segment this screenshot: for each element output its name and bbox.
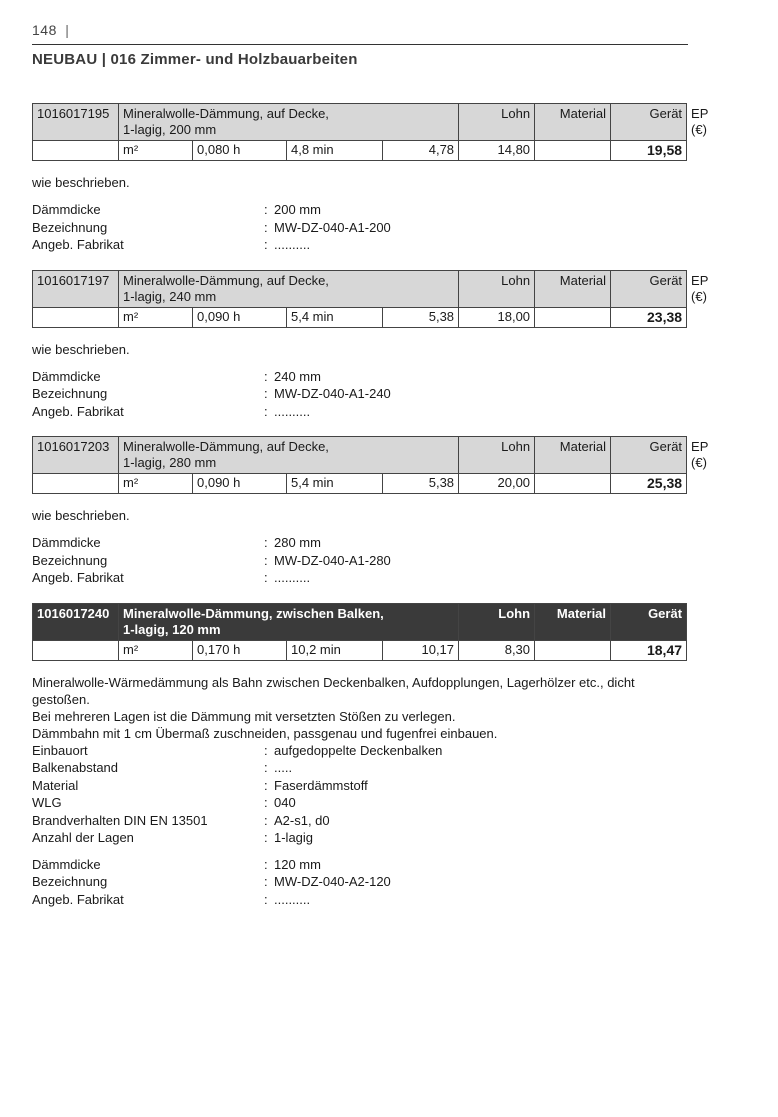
minutes: 4,8 min [287, 141, 383, 161]
spec-row: Dämmdicke : 240 mm [32, 368, 321, 384]
ep-value: 25,38 [611, 474, 687, 494]
spec-list [32, 201, 688, 254]
ep-value: 23,38 [611, 307, 687, 327]
material-value: 18,00 [459, 307, 535, 327]
material-value: 14,80 [459, 141, 535, 161]
page-header [32, 22, 688, 68]
spec-row: Dämmdicke : 280 mm [32, 535, 321, 550]
col-geraet: Gerät [611, 437, 687, 474]
geraet-value [535, 141, 611, 161]
position-code: 1016017203 [33, 437, 119, 474]
description-line: Dämmbahn mit 1 cm Übermaß zuschneiden, passgenau und fugenfrei einbauen. [32, 725, 498, 741]
position-block [32, 270, 709, 421]
empty-cell [33, 307, 119, 327]
hours: 0,090 h [193, 307, 287, 327]
spec-row: Material : Faserdämmstoff [32, 777, 368, 793]
position-code: 1016017240 [33, 603, 119, 640]
position-values-row [33, 474, 687, 494]
empty-cell [33, 141, 119, 161]
spec-row: Angeb. Fabrikat : .......... [32, 237, 311, 252]
position-values-row [33, 141, 687, 161]
col-lohn: Lohn [459, 104, 535, 141]
col-material: Material [535, 437, 611, 474]
position-description: wie beschrieben. [32, 508, 130, 523]
position-header-row: 1016017203 Mineralwolle-Dämmung, auf Decke, 1-lagig, 280 mm Lohn Material Gerät EP (€) [33, 437, 687, 474]
spec-row: Angeb. Fabrikat : .......... [32, 891, 311, 907]
position-description: wie beschrieben. [32, 341, 130, 357]
position-block [32, 436, 709, 587]
positions-content [32, 103, 709, 924]
unit: m² [119, 307, 193, 327]
spec-row: Bezeichnung : MW-DZ-040-A1-240 [32, 386, 391, 401]
spec-row: Einbauort : aufgedoppelte Deckenbalken [32, 742, 443, 758]
geraet-value [535, 307, 611, 327]
position-header-row: 1016017240 Mineralwolle-Dämmung, zwischen Balken, 1-lagig, 120 mm Lohn Material Gerät EP (€) [33, 603, 687, 640]
page-number: 148 | [32, 22, 70, 38]
lohn-value: 4,78 [383, 141, 459, 161]
spec-list [32, 742, 688, 909]
ep-value: 18,47 [611, 640, 687, 660]
header-rule [32, 44, 688, 45]
minutes: 5,4 min [287, 307, 383, 327]
position-title: Mineralwolle-Dämmung, auf Decke, 1-lagig, 280 mm [119, 437, 459, 474]
minutes: 5,4 min [287, 474, 383, 494]
ep-value: 19,58 [611, 141, 687, 161]
material-value: 8,30 [459, 640, 535, 660]
col-material: Material [535, 270, 611, 307]
lohn-value: 5,38 [383, 474, 459, 494]
position-title: Mineralwolle-Dämmung, auf Decke, 1-lagig, 240 mm [119, 270, 459, 307]
spec-row: Bezeichnung : MW-DZ-040-A2-120 [32, 874, 391, 889]
empty-cell [33, 640, 119, 660]
spec-row: Balkenabstand : ..... [32, 760, 293, 775]
hours: 0,170 h [193, 640, 287, 660]
position-block-highlighted [32, 603, 709, 909]
position-values-row [33, 640, 687, 660]
position-table [32, 436, 709, 494]
spec-row: Dämmdicke : 200 mm [32, 202, 321, 217]
spec-row: Bezeichnung : MW-DZ-040-A1-200 [32, 219, 391, 235]
col-lohn: Lohn [459, 270, 535, 307]
unit: m² [119, 474, 193, 494]
position-table [32, 270, 709, 328]
spec-row: Brandverhalten DIN EN 13501 : A2-s1, d0 [32, 812, 330, 828]
empty-cell [33, 474, 119, 494]
position-title: Mineralwolle-Dämmung, auf Decke, 1-lagig, 200 mm [119, 104, 459, 141]
col-geraet: Gerät [611, 603, 687, 640]
hours: 0,080 h [193, 141, 287, 161]
spec-row: Bezeichnung : MW-DZ-040-A1-280 [32, 552, 391, 568]
position-description: wie beschrieben. [32, 175, 130, 190]
geraet-value [535, 474, 611, 494]
spec-row: WLG : 040 [32, 795, 296, 810]
spec-row: Angeb. Fabrikat : .......... [32, 570, 311, 585]
position-values-row [33, 307, 687, 327]
unit: m² [119, 141, 193, 161]
col-material: Material [535, 603, 611, 640]
col-material: Material [535, 104, 611, 141]
col-lohn: Lohn [459, 603, 535, 640]
col-geraet: Gerät [611, 270, 687, 307]
position-code: 1016017195 [33, 104, 119, 141]
position-code: 1016017197 [33, 270, 119, 307]
section-title: NEUBAU | 016 Zimmer- und Holzbauarbeiten [32, 51, 358, 68]
page-number-separator: | [65, 22, 70, 38]
spec-row: Angeb. Fabrikat : .......... [32, 403, 311, 419]
geraet-value [535, 640, 611, 660]
position-title: Mineralwolle-Dämmung, zwischen Balken, 1-lagig, 120 mm [119, 603, 459, 640]
position-table [32, 103, 709, 161]
spec-row: Anzahl der Lagen : 1-lagig [32, 830, 314, 845]
lohn-value: 5,38 [383, 307, 459, 327]
hours: 0,090 h [193, 474, 287, 494]
col-geraet: Gerät [611, 104, 687, 141]
spec-list [32, 534, 688, 587]
position-header-row: 1016017197 Mineralwolle-Dämmung, auf Decke, 1-lagig, 240 mm Lohn Material Gerät EP (€) [33, 270, 687, 307]
position-block [32, 103, 709, 254]
spec-row: Dämmdicke : 120 mm [32, 856, 321, 872]
material-value: 20,00 [459, 474, 535, 494]
position-description [32, 674, 688, 742]
description-line: Bei mehreren Lagen ist die Dämmung mit versetzten Stößen zu verlegen. [32, 708, 456, 724]
minutes: 10,2 min [287, 640, 383, 660]
lohn-value: 10,17 [383, 640, 459, 660]
unit: m² [119, 640, 193, 660]
position-header-row: 1016017195 Mineralwolle-Dämmung, auf Decke, 1-lagig, 200 mm Lohn Material Gerät EP (€) [33, 104, 687, 141]
position-table [32, 603, 709, 661]
spec-list [32, 368, 688, 421]
description-line: Mineralwolle-Wärmedämmung als Bahn zwischen Deckenbalken, Aufdopplungen, Lagerhölzer etc., dicht gestoßen. [32, 674, 635, 707]
col-lohn: Lohn [459, 437, 535, 474]
